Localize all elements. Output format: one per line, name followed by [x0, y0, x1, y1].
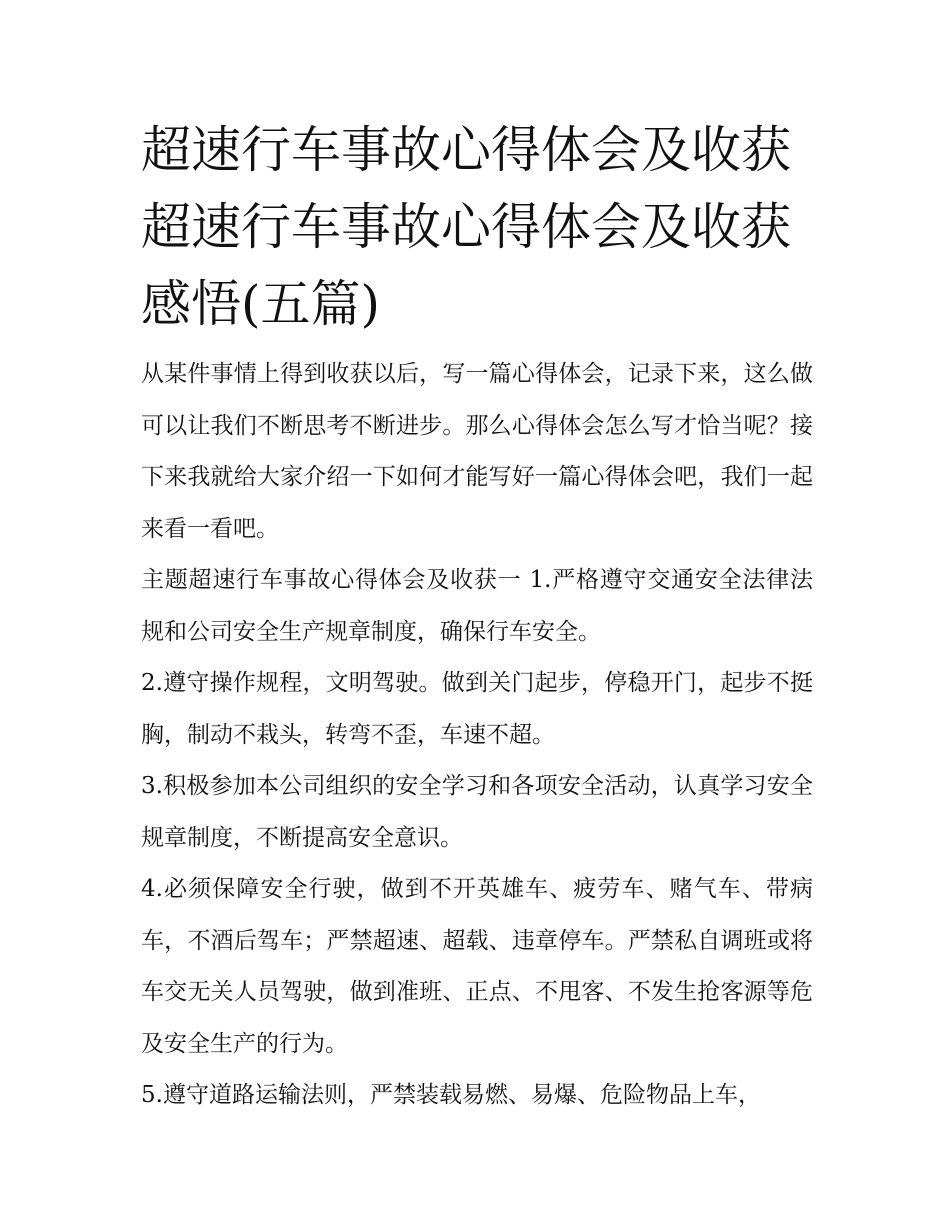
section-one-paragraph: 主题超速行车事故心得体会及收获一 1.严格遵守交通安全法律法规和公司安全生产规章制度，确保行车安全。	[141, 567, 813, 645]
rule-5-paragraph: 5.遵守道路运输法则，严禁装载易燃、易爆、危险物品上车，	[141, 1082, 761, 1108]
rule-2-paragraph: 2.遵守操作规程，文明驾驶。做到关门起步，停稳开门，起步不挺胸，制动不栽头，转弯不歪，车速不超。	[141, 670, 813, 748]
intro-paragraph: 从某件事情上得到收获以后，写一篇心得体会，记录下来，这么做可以让我们不断思考不断进步。那么心得体会怎么写才恰当呢？接下来我就给大家介绍一下如何才能写好一篇心得体会吧，我们一起来看一看吧。	[141, 361, 813, 542]
document-title: 超速行车事故心得体会及收获超速行车事故心得体会及收获感悟(五篇)	[141, 121, 791, 333]
rule-4-paragraph: 4.必须保障安全行驶，做到不开英雄车、疲劳车、赌气车、带病车，不酒后驾车；严禁超速、超载、违章停车。严禁私自调班或将车交无关人员驾驶，做到准班、正点、不甩客、不发生抢客源等危及安全生产的行为。	[141, 876, 813, 1057]
document-body	[141, 112, 813, 1122]
rule-3-paragraph: 3.积极参加本公司组织的安全学习和各项安全活动，认真学习安全规章制度，不断提高安全意识。	[141, 773, 813, 851]
